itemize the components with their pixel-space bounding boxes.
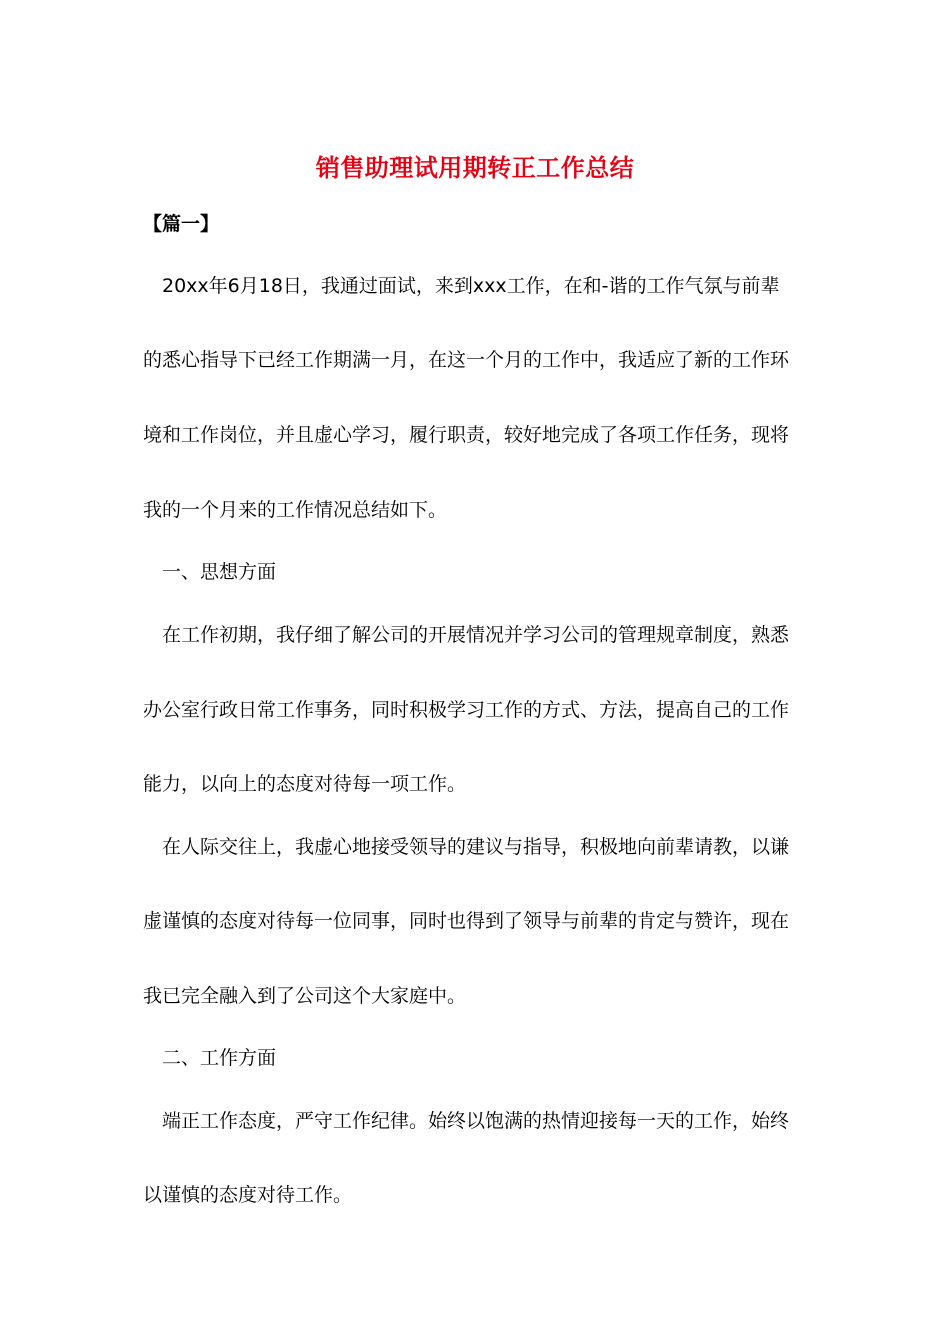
paragraph-line: 我已完全融入到了公司这个大家庭中。 <box>143 985 467 1007</box>
paragraph-line: 境和工作岗位，并且虚心学习，履行职责，较好地完成了各项工作任务，现将 <box>143 424 790 446</box>
document-title: 销售助理试用期转正工作总结 <box>315 154 635 182</box>
paragraph-line: 办公室行政日常工作事务，同时积极学习工作的方式、方法，提高自己的工作 <box>143 699 790 721</box>
section-heading: 一、思想方面 <box>162 561 277 583</box>
paragraph-line: 的悉心指导下已经工作期满一月，在这一个月的工作中，我适应了新的工作环 <box>143 349 790 371</box>
paragraph-line: 在工作初期，我仔细了解公司的开展情况并学习公司的管理规章制度，熟悉 <box>162 624 790 646</box>
paragraph-line: 能力，以向上的态度对待每一项工作。 <box>143 773 467 795</box>
paragraph-line: 在人际交往上，我虚心地接受领导的建议与指导，积极地向前辈请教，以谦 <box>162 836 790 858</box>
paragraph-line: 20xx年6月18日，我通过面试，来到xxx工作，在和-谐的工作气氛与前辈 <box>162 275 780 297</box>
paragraph-line: 虚谨慎的态度对待每一位同事，同时也得到了领导与前辈的肯定与赞许，现在 <box>143 910 790 932</box>
paragraph-line: 端正工作态度，严守工作纪律。始终以饱满的热情迎接每一天的工作，始终 <box>162 1110 790 1132</box>
section-label: 【篇一】 <box>143 213 220 235</box>
section-heading: 二、工作方面 <box>162 1047 277 1069</box>
paragraph-line: 以谨慎的态度对待工作。 <box>143 1184 353 1206</box>
paragraph-line: 我的一个月来的工作情况总结如下。 <box>143 499 448 521</box>
